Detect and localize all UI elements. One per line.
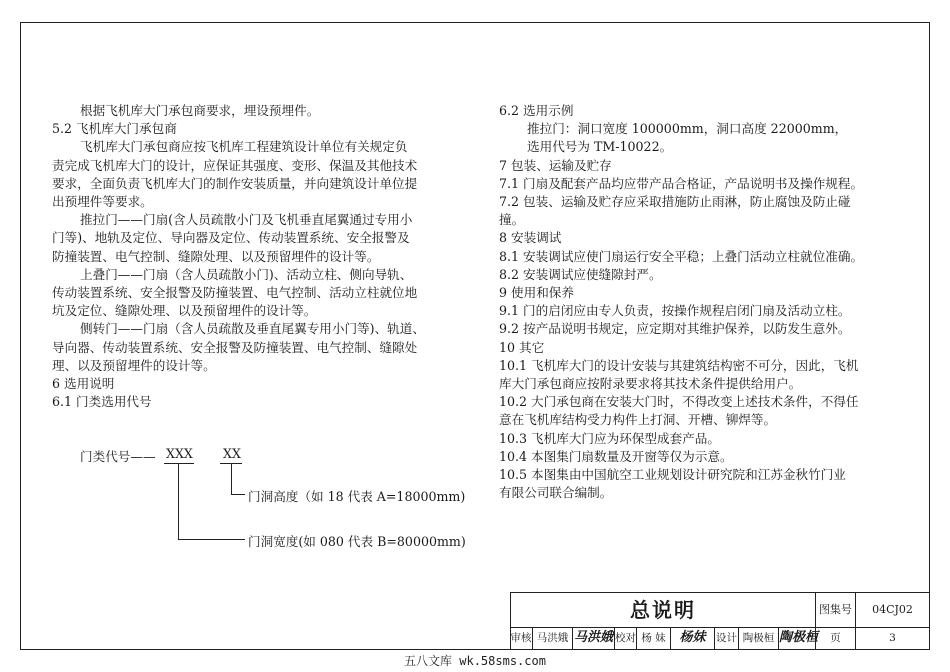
paragraph-line: 理、以及预留埋件的设计等。	[52, 357, 216, 373]
paragraph-line: 要求，全面负责飞机库大门的制作安装质量，并向建筑设计单位提	[52, 175, 418, 191]
paragraph-line: 导向器、传动装置系统、安全报警及防撞装置、电气控制、缝隙处	[52, 339, 418, 355]
paragraph-line: 传动装置系统、安全报警及防撞装置、电气控制、活动立柱就位地	[52, 285, 418, 301]
paragraph-line: 推拉门——门扇(含人员疏散小门及飞机垂直尾翼通过专用小	[80, 212, 413, 228]
paragraph-line: 10.5 本图集由中国航空工业规划设计研究院和江苏金秋竹门业	[499, 467, 846, 483]
paragraph-line: 撞。	[499, 212, 525, 228]
title-block-signature-row	[511, 627, 930, 649]
code-diagram	[52, 446, 472, 556]
drawing-title: 总说明	[630, 598, 696, 622]
checker-signature: 杨妹	[670, 627, 714, 649]
designer-name: 陶极桓	[738, 627, 778, 649]
right-column	[499, 102, 919, 502]
paragraph-line: 飞机库大门承包商应按飞机库工程建筑设计单位有关规定负	[80, 139, 408, 155]
paragraph-line: 10.1 飞机库大门的设计安装与其建筑结构密不可分，因此，飞机	[499, 357, 859, 373]
paragraph-line: 防撞装置、电气控制、缝隙处理、以及预留埋件的设计等。	[52, 248, 380, 264]
check-label: 校对	[614, 627, 636, 649]
paragraph-line: 库大门承包商应按附录要求将其技术条件提供给用户。	[499, 376, 802, 392]
title-block-top-row	[511, 593, 930, 628]
code-prefix: 门类代号——	[80, 449, 156, 464]
paragraph-line: 8.2 安装调试应使缝隙封严。	[499, 266, 662, 282]
paragraph-line: 9.1 门的启闭应由专人负责，按操作规程启闭门扇及活动立柱。	[499, 303, 851, 319]
code-xxx: XXX	[166, 446, 193, 461]
designer-signature: 陶极桓	[778, 627, 815, 649]
paragraph-line: 坑及定位、缝隙处理、以及预留埋件的设计等。	[52, 303, 317, 319]
leader-height-horizontal	[231, 494, 245, 495]
leader-width-vertical	[178, 464, 179, 539]
reviewer-signature: 马洪娥	[572, 627, 614, 649]
page-label: 页	[815, 627, 855, 649]
leader-width-horizontal	[178, 539, 245, 540]
section-heading: 8 安装调试	[499, 230, 562, 246]
height-label: 门洞高度（如 18 代表 A=18000mm)	[248, 489, 466, 504]
underline-xxx	[164, 463, 194, 464]
section-heading: 6.2 选用示例	[499, 103, 574, 118]
paragraph-line: 10.2 大门承包商在安装大门时，不得改变上述技术条件，不得任	[499, 394, 859, 410]
atlas-label: 图集号	[815, 593, 855, 627]
paragraph-line: 10.4 本图集门扇数量及开窗等仅为示意。	[499, 448, 733, 464]
section-heading: 9 使用和保养	[499, 285, 574, 301]
paragraph-line: 根据飞机库大门承包商要求，埋设预埋件。	[80, 103, 320, 118]
title-block	[510, 592, 930, 650]
paragraph-line: 侧转门——门扇（含人员疏散及垂直尾翼专用小门等)、轨道、	[80, 321, 425, 337]
checker-name: 杨 妹	[636, 627, 670, 649]
watermark-footer: 五八文库 wk.58sms.com	[404, 654, 546, 668]
paragraph-line: 推拉门：洞口宽度 100000mm，洞口高度 22000mm，	[527, 121, 848, 137]
width-label: 门洞宽度(如 080 代表 B=80000mm)	[248, 534, 466, 549]
paragraph-line: 意在飞机库结构受力构件上打洞、开槽、铆焊等。	[499, 412, 777, 428]
design-label: 设计	[714, 627, 738, 649]
section-heading: 6 选用说明	[52, 376, 115, 392]
paragraph-line: 上叠门——门扇（含人员疏散小门)、活动立柱、侧向导轨、	[80, 266, 413, 282]
code-xx: XX	[223, 446, 241, 461]
paragraph-line: 7.2 包装、运输及贮存应采取措施防止雨淋，防止腐蚀及防止碰	[499, 194, 851, 210]
section-heading: 5.2 飞机库大门承包商	[52, 121, 177, 137]
section-heading: 10 其它	[499, 339, 545, 355]
page-number: 3	[855, 627, 929, 649]
leader-height-vertical	[231, 464, 232, 494]
paragraph-line: 选用代号为 TM-10022。	[527, 139, 673, 155]
paragraph-line: 有限公司联合编制。	[499, 485, 613, 501]
paragraph-line: 7.1 门扇及配套产品均应带产品合格证，产品说明书及操作规程。	[499, 175, 864, 191]
review-label: 审核	[510, 632, 532, 644]
section-heading: 6.1 门类选用代号	[52, 394, 152, 410]
atlas-number: 04CJ02	[855, 593, 929, 627]
reviewer-name: 马洪娥	[532, 627, 572, 649]
section-heading: 7 包装、运输及贮存	[499, 157, 612, 173]
paragraph-line: 8.1 安装调试应使门扇运行安全平稳；上叠门活动立柱就位准确。	[499, 248, 864, 264]
paragraph-line: 出预埋件等要求。	[52, 194, 153, 210]
paragraph-line: 10.3 飞机库大门应为环保型成套产品。	[499, 430, 720, 446]
paragraph-line: 9.2 按产品说明书规定，应定期对其维护保养，以防发生意外。	[499, 321, 851, 337]
paragraph-line: 门等)、地轨及定位、导向器及定位、传动装置系统、安全报警及	[52, 230, 410, 246]
left-column	[52, 102, 468, 411]
paragraph-line: 责完成飞机库大门的设计，应保证其强度、变形、保温及其他技术	[52, 157, 418, 173]
